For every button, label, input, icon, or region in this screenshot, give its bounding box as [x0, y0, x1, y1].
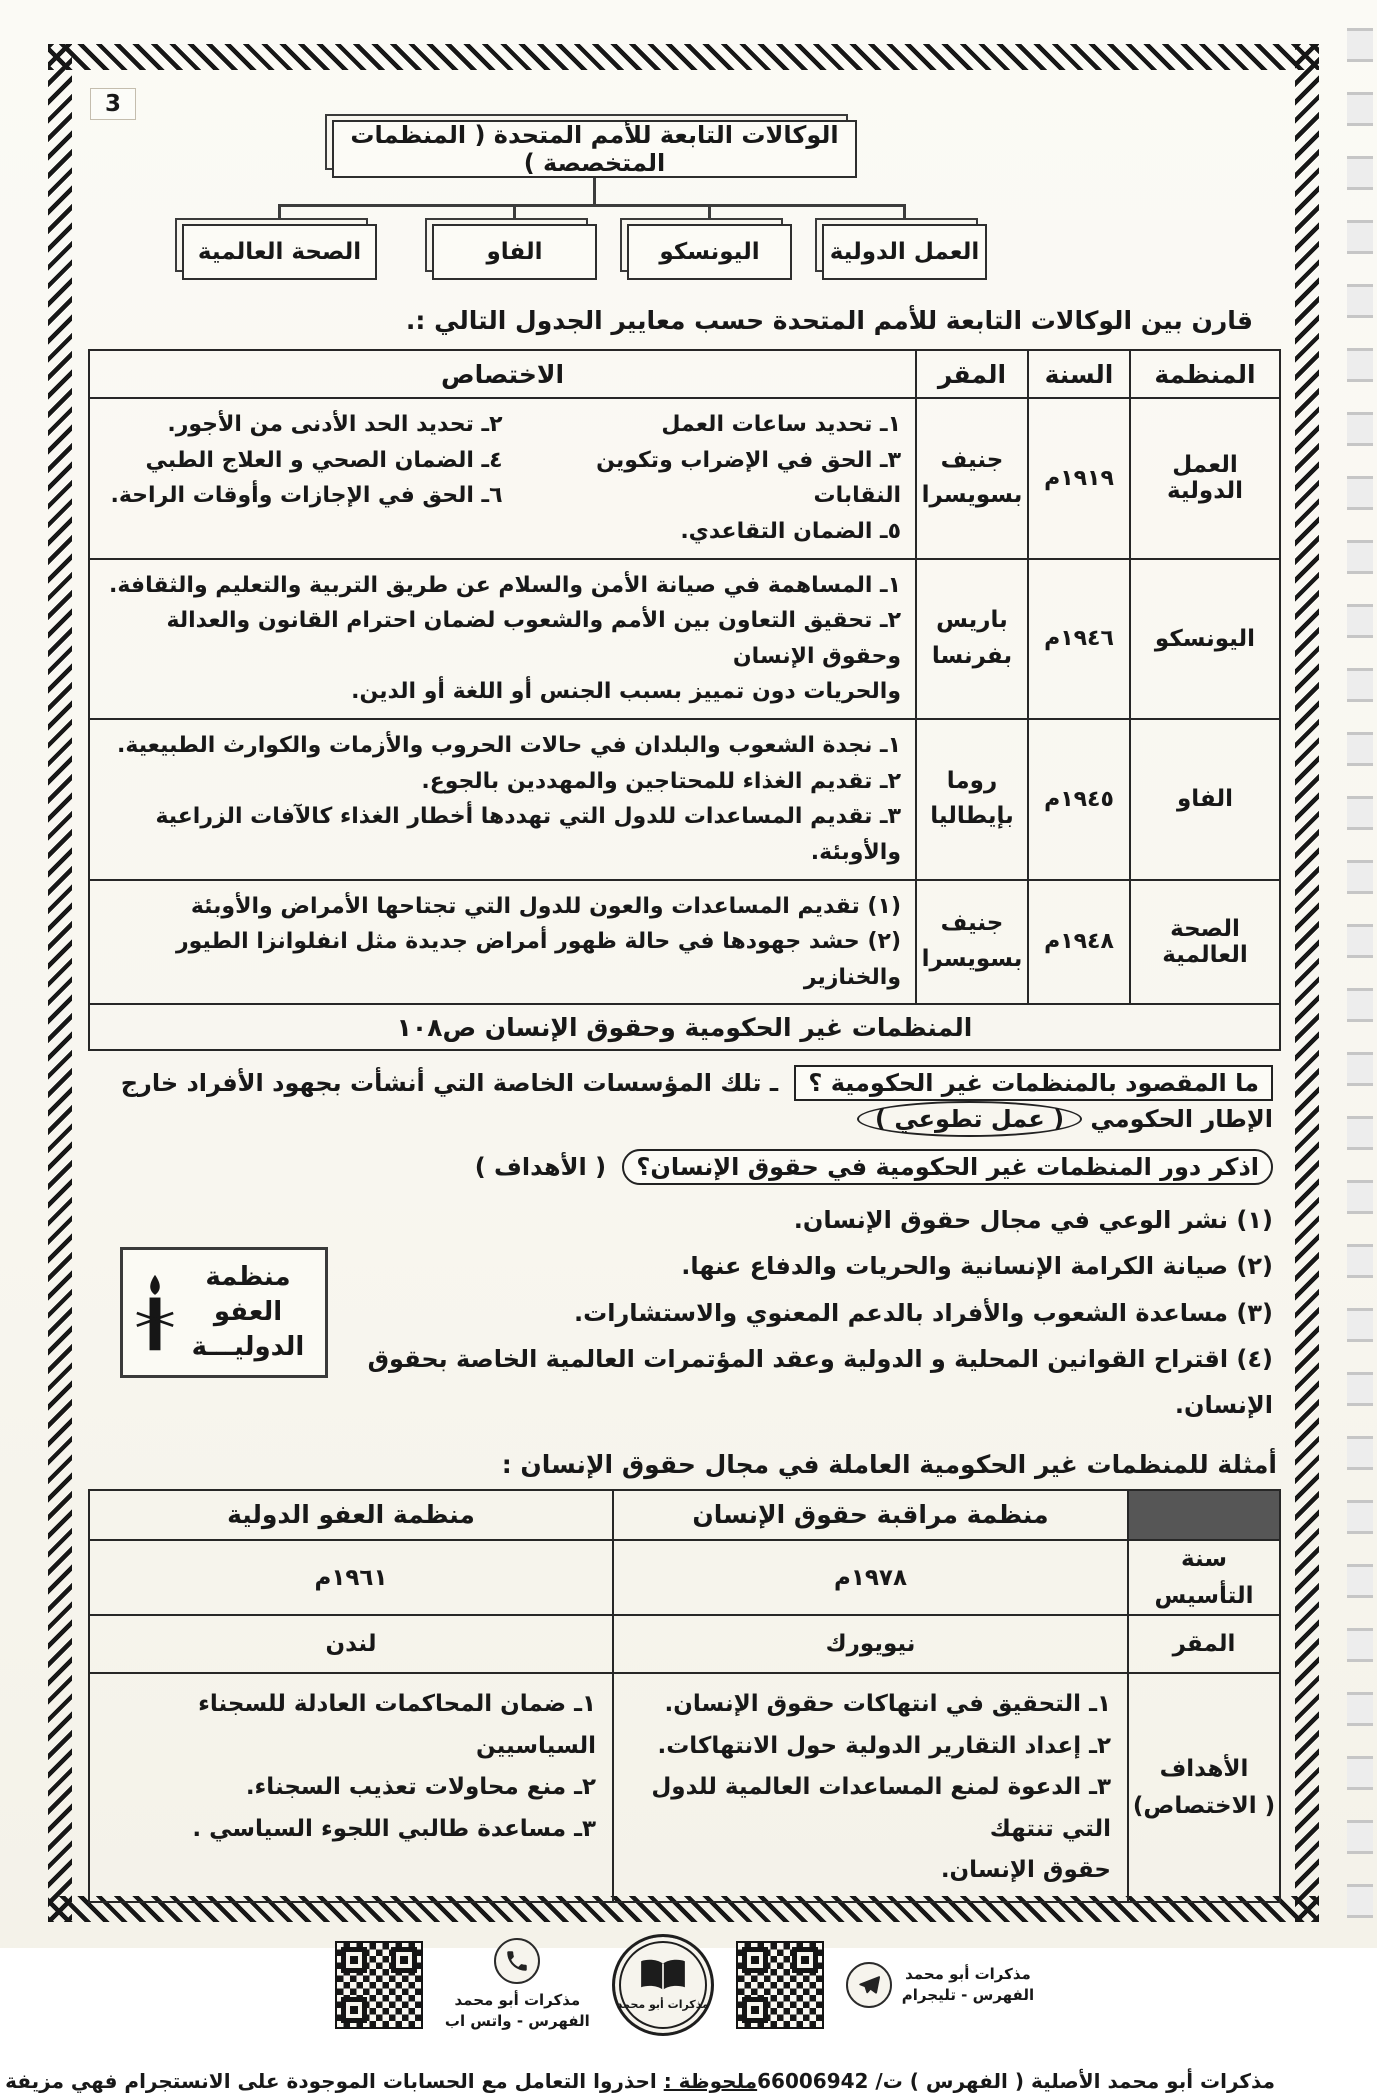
- spec-line: ٦ـ الحق في الإجازات وأوقات الراحة.: [110, 483, 503, 509]
- goal-line: ١ـ ضمان المحاكمات العادلة للسجناء السياسيين: [198, 1691, 596, 1759]
- table-row-ilo: [89, 398, 1280, 559]
- spec-line: ٥ـ الضمان التقاعدي.: [680, 518, 901, 544]
- specialty-cell: [89, 559, 916, 720]
- brand-caption: مذكرات أبو محمد: [616, 1998, 709, 2012]
- section-title-ngo: المنظمات غير الحكومية وحقوق الإنسان ص١٠٨: [88, 1003, 1281, 1051]
- amnesty-logo-text: [183, 1260, 313, 1365]
- col-header-amnesty: منظمة العفو الدولية: [89, 1490, 613, 1540]
- hq-cell: [916, 398, 1028, 559]
- goal-line: ١ـ التحقيق في انتهاكات حقوق الإنسان.: [664, 1691, 1111, 1718]
- hq-line: جنيف: [940, 446, 1004, 473]
- amnesty-founded: ١٩٦١م: [89, 1540, 613, 1616]
- un-agencies-table: [88, 349, 1281, 1005]
- hq-line: باريس: [936, 607, 1008, 634]
- spec-line: ١ـ نجدة الشعوب والبلدان في حالات الحروب والأزمات والكوارث الطبيعية.: [117, 733, 901, 758]
- goal-line: ٣ـ مساعدة طالبي اللجوء السياسي .: [192, 1815, 596, 1842]
- goal-line: ٣ـ الدعوة لمنع المساعدات العالمية للدول التي تنتهك: [651, 1774, 1111, 1842]
- volunteer-note: ( عمل تطوعي ): [857, 1101, 1082, 1137]
- hq-line: جنيف: [940, 910, 1004, 937]
- hq-cell: [916, 559, 1028, 720]
- footer-text-line: [5, 2069, 1281, 2093]
- connector-line: [593, 178, 596, 206]
- footer-contact-strip: [88, 1915, 1281, 2055]
- ngo-qa-section: [88, 1051, 1281, 1431]
- spec-line: والحريات دون تمييز بسبب الجنس أو اللغة أو الدين.: [351, 679, 901, 705]
- year-cell: ١٩١٩م: [1028, 398, 1130, 559]
- ngo-row-founded: [89, 1540, 1280, 1616]
- row-label: سنة التأسيس: [1128, 1540, 1280, 1616]
- hq-line: بإيطاليا: [930, 803, 1014, 830]
- question-box: ما المقصود بالمنظمات غير الحكومية ؟: [794, 1065, 1273, 1101]
- role-item: (١) نشر الوعي في مجال حقوق الإنسان.: [793, 1206, 1273, 1235]
- qr-finder: [742, 1947, 768, 1973]
- orgchart-child-ilo: العمل الدولية: [822, 224, 987, 280]
- row-label: [1128, 1673, 1280, 1902]
- caption-line: الفهرس - واتس اب: [444, 2012, 590, 2031]
- amnesty-candle-icon: [135, 1269, 175, 1357]
- question-box: اذكر دور المنظمات غير الحكومية في حقوق الإنسان؟: [622, 1149, 1273, 1185]
- row-label-line: ( الاختصاص): [1132, 1792, 1276, 1819]
- telegram-contact: [846, 1962, 1034, 2008]
- book-icon: [636, 1957, 690, 1994]
- role-item: (٣) مساعدة الشعوب والأفراد بالدعم المعنوي والاستشارات.: [574, 1298, 1273, 1327]
- spec-line: ٤ـ الضمان الصحي و العلاج الطبي: [145, 447, 503, 473]
- whatsapp-caption: [445, 1990, 590, 2034]
- page-content: [5, 86, 1281, 2093]
- year-cell: ١٩٤٥م: [1028, 719, 1130, 880]
- orgchart-child-unesco: اليونسكو: [627, 224, 792, 280]
- roles-and-logo-row: [96, 1197, 1273, 1427]
- spec-line: ٣ـ الحق في الإضراب وتكوين النقابات: [596, 447, 901, 509]
- ngo-row-hq: [89, 1615, 1280, 1673]
- year-cell: ١٩٤٦م: [1028, 559, 1130, 720]
- spec-line: ٢ـ تحقيق التعاون بين الأمم والشعوب لضمان احترام القانون والعدالة وحقوق الإنسان: [166, 608, 901, 669]
- amnesty-logo-line: منظمة العفو: [205, 1261, 291, 1328]
- specialty-cell: [89, 719, 916, 880]
- warning-note: [5, 2069, 757, 2093]
- decorative-border-left: [48, 44, 72, 1922]
- amnesty-hq: لندن: [89, 1615, 613, 1673]
- amnesty-logo-box: [120, 1247, 328, 1378]
- amnesty-logo-line: الدوليـــة: [191, 1332, 305, 1363]
- connector-line: [903, 206, 906, 224]
- un-agencies-orgchart: [88, 86, 1281, 286]
- spec-line: ٣ـ تقديم المساعدات للدول التي تهددها أخطار الغذاء كالآفات الزراعية والأوبئة.: [155, 804, 901, 865]
- orgchart-child-who: الصحة العالمية: [182, 224, 377, 280]
- ngo-roles-question-line: [96, 1149, 1273, 1185]
- spec-column-right: [503, 407, 902, 550]
- whatsapp-icon: [494, 1938, 540, 1984]
- table-row-who: [89, 880, 1280, 1005]
- page-number: 3: [90, 88, 136, 120]
- orgchart-child-fao: الفاو: [432, 224, 597, 280]
- spec-line: ٢ـ تقديم الغذاء للمحتاجين والمهددين بالجوع.: [421, 768, 901, 794]
- specialty-cell: [89, 880, 916, 1005]
- table-header-row: [89, 350, 1280, 398]
- hq-cell: [916, 719, 1028, 880]
- examples-title: أمثلة للمنظمات غير الحكومية العاملة في مجال حقوق الإنسان :: [501, 1449, 1277, 1479]
- org-cell: اليونسكو: [1130, 559, 1280, 720]
- connector-line: [708, 206, 711, 224]
- ngo-row-goals: [89, 1673, 1280, 1902]
- table-row-unesco: [89, 559, 1280, 720]
- ngo-comparison-table: [88, 1489, 1281, 1904]
- decorative-border-right: [1295, 44, 1319, 1922]
- role-item: (٤) اقتراح القوانين المحلية و الدولية وعقد المؤتمرات العالمية الخاصة بحقوق الإنسان.: [367, 1344, 1273, 1419]
- note-label: ملحوظة :: [663, 2069, 758, 2093]
- paper-plane-icon: [857, 1973, 881, 1997]
- orgchart-root-box: الوكالات التابعة للأمم المتحدة ( المنظمات المتخصصة ): [332, 120, 857, 178]
- hq-line: بسويسرا: [921, 945, 1023, 972]
- hq-line: روما: [946, 767, 998, 794]
- spec-line: ٢ـ تحديد الحد الأدنى من الأجور.: [167, 412, 503, 437]
- col-header-hrw: منظمة مراقبة حقوق الإنسان: [613, 1490, 1128, 1540]
- qr-finder: [341, 1947, 367, 1973]
- decorative-border-top: [48, 44, 1319, 70]
- qr-finder: [341, 1997, 367, 2023]
- phone-icon: [504, 1948, 530, 1974]
- table-row-fao: [89, 719, 1280, 880]
- role-item: (٢) صيانة الكرامة الإنسانية والحريات والدفاع عنها.: [681, 1252, 1273, 1281]
- definition-text: ـ تلك المؤسسات الخاصة التي أنشأت بجهود الأفراد خارج الإطار الحكومي: [120, 1069, 1273, 1134]
- goals-hint: ( الأهداف ): [474, 1153, 607, 1182]
- hq-line: بسويسرا: [921, 482, 1023, 509]
- spec-column-left: [104, 407, 503, 550]
- spec-line: (١) تقديم المساعدات والعون للدول التي تجتاحها الأمراض والأوبئة: [190, 893, 901, 919]
- spec-line: ١ـ المساهمة في صيانة الأمن والسلام عن طريق التربية والتعليم والثقافة.: [108, 572, 901, 598]
- row-label: المقر: [1128, 1615, 1280, 1673]
- abu-mohammed-logo: [612, 1934, 714, 2036]
- hrw-goals: [613, 1673, 1128, 1902]
- note-text: احذروا التعامل مع الحسابات الموجودة على الانستجرام فهي مزيفة: [5, 2069, 657, 2093]
- notebook-perforation-edge: [1347, 12, 1373, 1936]
- spec-line: ١ـ تحديد ساعات العمل: [661, 412, 901, 437]
- connector-line: [278, 204, 906, 207]
- telegram-caption: [902, 1964, 1034, 2008]
- amnesty-goals: [89, 1673, 613, 1902]
- specialty-cell: [89, 398, 916, 559]
- org-cell: الصحة العالمية: [1130, 880, 1280, 1005]
- row-label-line: الأهداف: [1159, 1756, 1249, 1783]
- hrw-founded: ١٩٧٨م: [613, 1540, 1128, 1616]
- spec-line: (٢) حشد جهودها في حالة ظهور أمراض جديدة مثل انفلوانزا الطيور والخنازير: [175, 929, 901, 990]
- ngo-roles-list: [328, 1197, 1273, 1427]
- goal-line: حقوق الإنسان.: [940, 1856, 1111, 1883]
- ngo-table-header-row: [89, 1490, 1280, 1540]
- caption-line: مذكرات أبو محمد: [454, 1990, 581, 2009]
- ngo-definition-line: [96, 1065, 1273, 1137]
- hrw-hq: نيويورك: [613, 1615, 1128, 1673]
- year-cell: ١٩٤٨م: [1028, 880, 1130, 1005]
- qr-finder: [391, 1947, 417, 1973]
- col-header-specialty: الاختصاص: [89, 350, 916, 398]
- hq-cell: [916, 880, 1028, 1005]
- qr-code-whatsapp: [335, 1941, 423, 2029]
- connector-line: [278, 206, 281, 224]
- corner-cell: [1128, 1490, 1280, 1540]
- col-header-year: السنة: [1028, 350, 1130, 398]
- hq-line: بفرنسا: [931, 642, 1013, 669]
- org-cell: العمل الدولية: [1130, 398, 1280, 559]
- caption-line: الفهرس - تليجرام: [901, 1986, 1035, 2005]
- brand-phone-text: مذكرات أبو محمد الأصلية ( الفهرس ) ت/ 66006942: [757, 2069, 1275, 2093]
- goal-line: ٢ـ إعداد التقارير الدولية حول الانتهاكات.: [657, 1732, 1111, 1759]
- org-cell: الفاو: [1130, 719, 1280, 880]
- col-header-organization: المنظمة: [1130, 350, 1280, 398]
- goal-line: ٢ـ منع محاولات تعذيب السجناء.: [245, 1774, 596, 1801]
- qr-code-telegram: [736, 1941, 824, 2029]
- caption-line: مذكرات أبو محمد: [905, 1964, 1031, 1983]
- qr-finder: [742, 1997, 768, 2023]
- whatsapp-contact: [445, 1938, 590, 2034]
- connector-line: [513, 206, 516, 224]
- telegram-icon: [846, 1962, 892, 2008]
- compare-instruction: قارن بين الوكالات التابعة للأمم المتحدة حسب معايير الجدول التالي :.: [405, 306, 1253, 335]
- col-header-hq: المقر: [916, 350, 1028, 398]
- qr-finder: [792, 1947, 818, 1973]
